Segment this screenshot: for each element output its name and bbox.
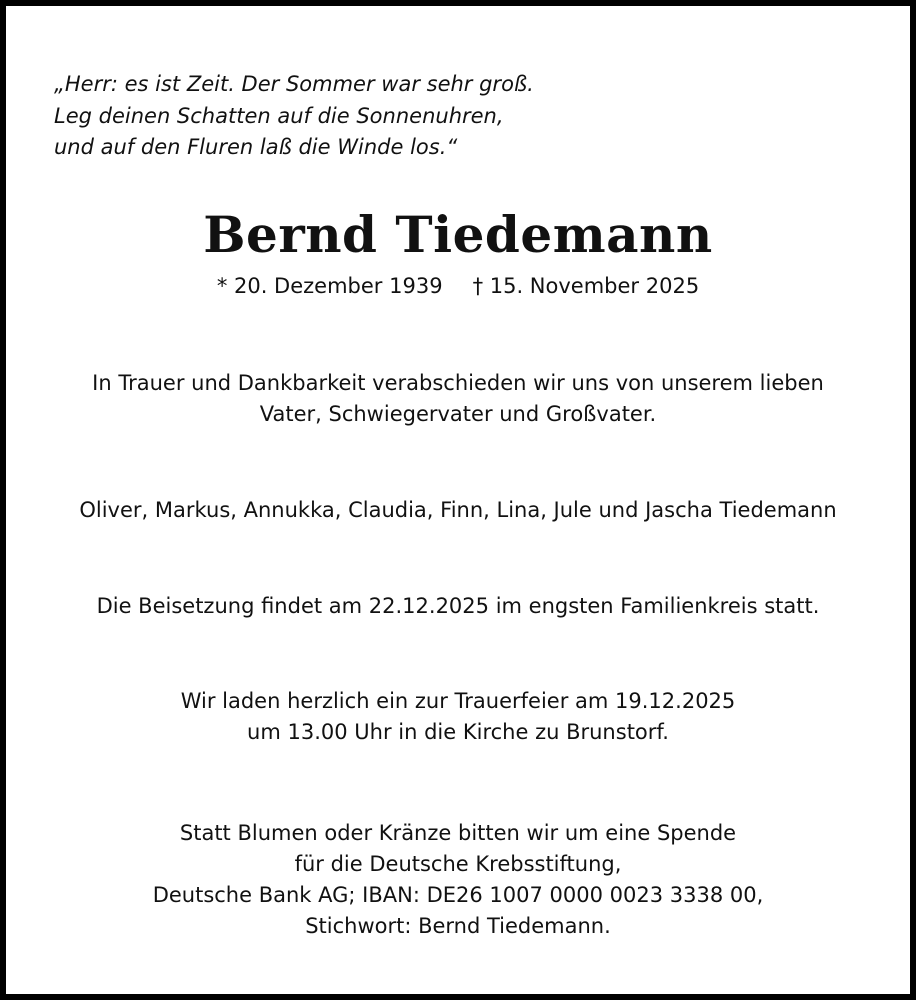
poem-quote (54, 69, 534, 164)
text-line: Vater, Schwiegervater und Großvater. (259, 402, 657, 426)
quote-line: „Herr: es ist Zeit. Der Sommer war sehr groß. (54, 72, 534, 96)
text-line: für die Deutsche Krebsstiftung, (294, 852, 622, 876)
burial-info: Die Beisetzung findet am 22.12.2025 im engsten Familienkreis statt. (96, 594, 820, 618)
birth-date: * 20. Dezember 1939 (216, 274, 443, 298)
text-line: Statt Blumen oder Kränze bitten wir um eine Spende (179, 821, 737, 845)
life-dates (6, 271, 910, 302)
family-names: Oliver, Markus, Annukka, Claudia, Finn, Lina, Jule und Jascha Tiedemann (79, 498, 837, 522)
text-line: Stichwort: Bernd Tiedemann. (305, 914, 611, 938)
text-line: um 13.00 Uhr in die Kirche zu Brunstorf. (247, 720, 669, 744)
farewell-text (6, 368, 910, 430)
text-line: In Trauer und Dankbarkeit verabschieden wir uns von unserem lieben (92, 371, 824, 395)
quote-line: und auf den Fluren laß die Winde los.“ (54, 135, 458, 159)
death-date: † 15. November 2025 (472, 274, 700, 298)
service-info (6, 686, 910, 748)
text-line: Wir laden herzlich ein zur Trauerfeier am 19.12.2025 (180, 689, 736, 713)
text-line: Deutsche Bank AG; IBAN: DE26 1007 0000 0023 3338 00, (152, 883, 764, 907)
donation-info (6, 818, 910, 942)
quote-line: Leg deinen Schatten auf die Sonnenuhren, (54, 103, 504, 128)
deceased-name: Bernd Tiedemann (203, 205, 713, 264)
